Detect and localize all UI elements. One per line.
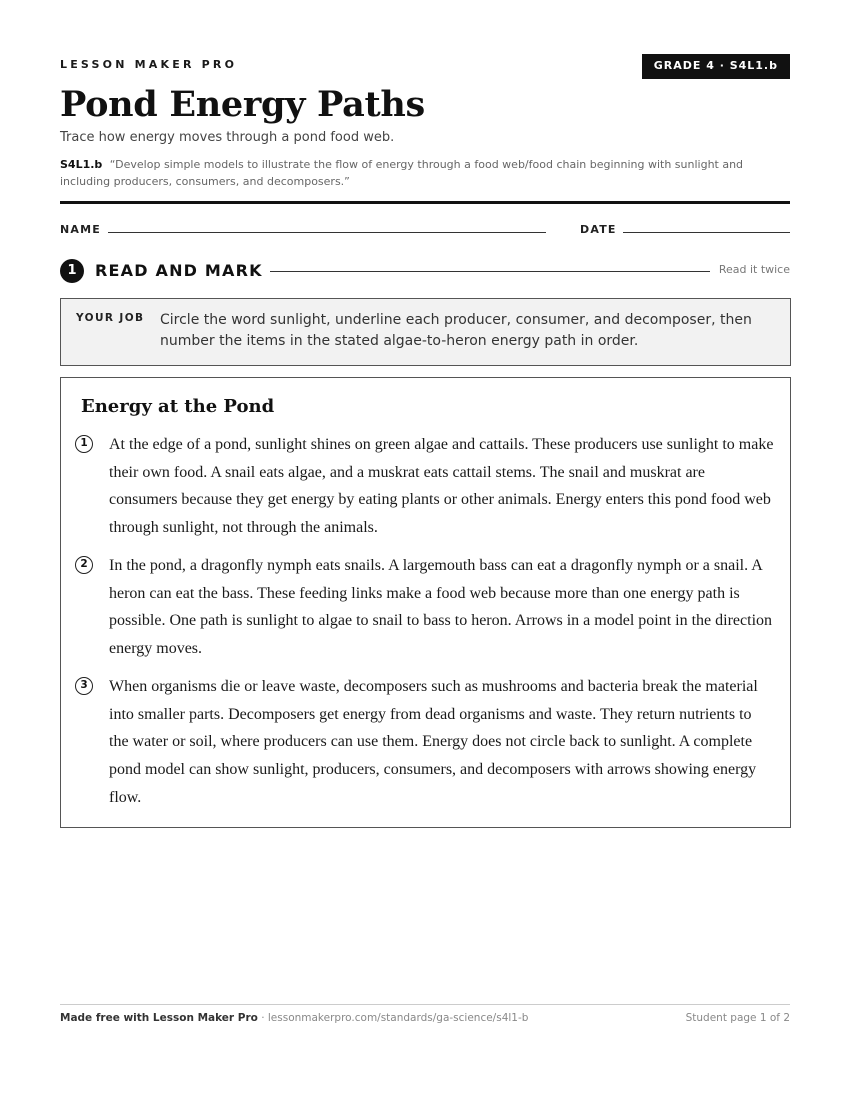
section-title: READ AND MARK bbox=[95, 261, 263, 280]
footer-divider bbox=[60, 1004, 790, 1005]
passage-title: Energy at the Pond bbox=[81, 396, 275, 417]
footer-made-with: Made free with Lesson Maker Pro bbox=[60, 1012, 258, 1024]
standard-text: “Develop simple models to illustrate the flow of energy through a food web/food chain beginning with sunlight and including producers, consumers, and decomposers.” bbox=[60, 158, 744, 188]
date-field[interactable] bbox=[623, 232, 790, 233]
date-label: DATE bbox=[580, 223, 617, 236]
page-subtitle: Trace how energy moves through a pond food web. bbox=[60, 130, 395, 145]
section-number-badge: 1 bbox=[60, 259, 84, 283]
paragraph-number-icon: 3 bbox=[75, 677, 93, 695]
reading-passage bbox=[60, 377, 791, 828]
instructions-label: YOUR JOB bbox=[76, 312, 145, 324]
grade-badge: GRADE 4 · S4L1.b bbox=[642, 54, 790, 79]
footer-separator: · bbox=[257, 1012, 268, 1024]
footer-page-number: Student page 1 of 2 bbox=[685, 1012, 790, 1024]
section-divider bbox=[270, 271, 710, 272]
paragraph-text: When organisms die or leave waste, decomposers such as mushrooms and bacteria break the material into smaller parts. Decomposers get energy from dead organisms and waste. They return nutrients to the water or soil, where producers can use them. Energy does not circle back to sunlight. A complete pond model can show sunlight, producers, consumers, and decomposers with arrows showing energy flow. bbox=[109, 678, 758, 806]
header-divider bbox=[60, 201, 790, 204]
paragraph-number-icon: 1 bbox=[75, 435, 93, 453]
paragraph-text: At the edge of a pond, sunlight shines on green algae and cattails. These producers use sunlight to make their own food. A snail eats algae, and a muskrat eats cattail stems. The snail and muskrat are consumers because they get energy by eating plants or other animals. Energy enters this pond food web through sunlight, not through the animals. bbox=[109, 436, 774, 537]
instructions-text: Circle the word sunlight, underline each producer, consumer, and decomposer, then number the items in the stated algae-to-heron energy path in order. bbox=[160, 312, 752, 349]
footer-credit bbox=[60, 1012, 528, 1024]
brand-name: LESSON MAKER PRO bbox=[60, 58, 238, 71]
paragraph-number-icon: 2 bbox=[75, 556, 93, 574]
section-note: Read it twice bbox=[718, 263, 790, 276]
name-field[interactable] bbox=[108, 232, 546, 233]
name-label: NAME bbox=[60, 223, 101, 236]
instructions-box bbox=[60, 298, 791, 366]
standard-description bbox=[60, 156, 790, 190]
standard-code: S4L1.b bbox=[60, 158, 103, 171]
footer-url[interactable]: lessonmakerpro.com/standards/ga-science/s4l1-b bbox=[267, 1012, 529, 1024]
paragraph-text: In the pond, a dragonfly nymph eats snails. A largemouth bass can eat a dragonfly nymph or a snail. A heron can eat the bass. These feeding links make a food web because more than one energy path is possible. One path is sunlight to algae to snail to bass to heron. Arrows in a model point in the direction energy moves. bbox=[109, 557, 773, 658]
page-title: Pond Energy Paths bbox=[60, 84, 425, 125]
